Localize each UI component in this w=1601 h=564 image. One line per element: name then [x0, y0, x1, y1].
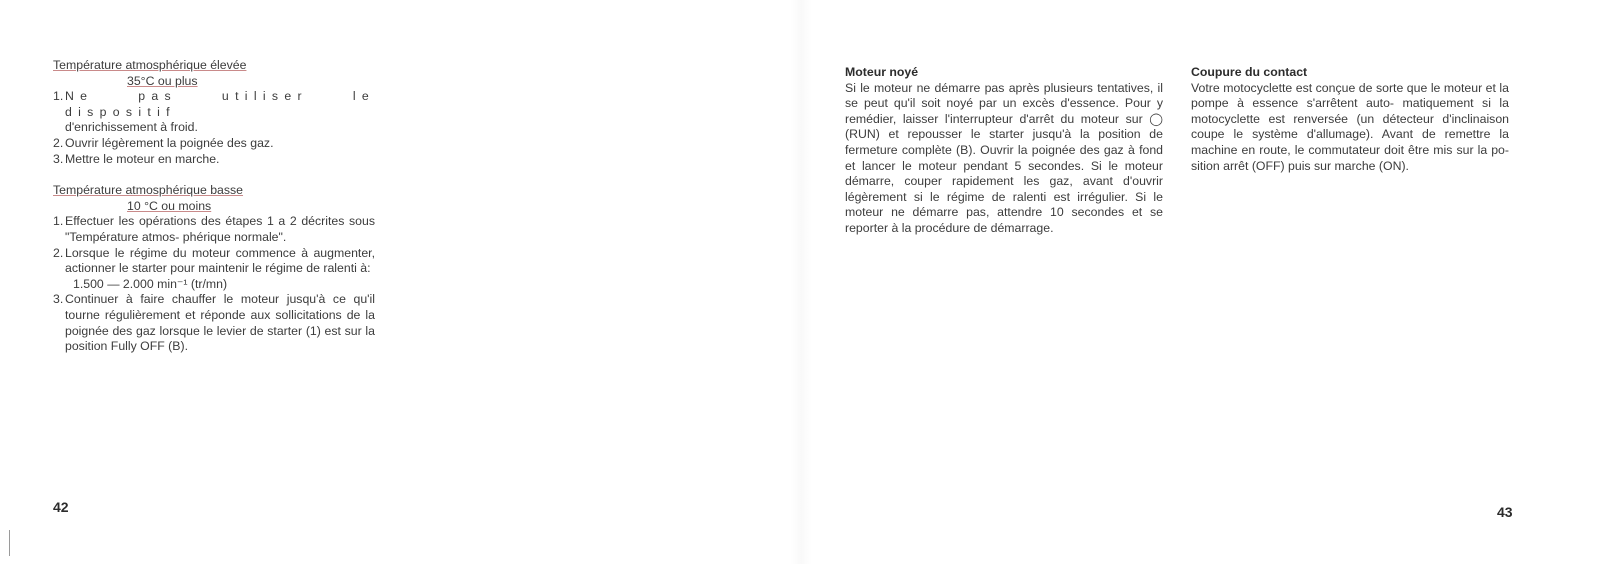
high-temp-heading: Température atmosphérique élevée — [53, 58, 247, 72]
list-item: 3. Continuer à faire chauffer le moteur jusqu'à ce qu'il tourne régulièrement et réponde aux sollicitations de la poignée des gaz lorsque le levier de starter (1) est sur la position Fully OFF (B). — [53, 292, 375, 354]
page-number-right: 43 — [1497, 504, 1513, 520]
cutoff-body: Votre motocyclette est conçue de sorte que le moteur et la pompe à essence s'arrêtent auto- matiquement si la motocyclette est renversée (un détecteur d'inclinaison coupe le système d'allumage). Avant de remettre la machine en route, le commutateur doit être mis sur la po- sition arrêt (OFF) puis sur marche (ON). — [1191, 80, 1509, 173]
high-temp-steps — [53, 89, 375, 167]
left-page — [0, 0, 800, 564]
cutoff-title: Coupure du contact — [1191, 65, 1308, 79]
list-item: 1. Ne pas utiliser le dispositif d'enrichissement à froid. — [53, 89, 375, 135]
list-item: 2. Lorsque le régime du moteur commence à augmenter, actionner le starter pour maintenir le régime de ralenti à: 1.500 — 2.000 min⁻¹ (tr/mn) — [53, 245, 375, 291]
page-edge-mark — [9, 530, 10, 556]
high-temp-value: 35°C ou plus — [127, 73, 198, 88]
rpm-range: 1.500 — 2.000 min⁻¹ (tr/mn) — [73, 276, 228, 291]
low-temp-steps — [53, 214, 375, 354]
ignition-cutoff-section — [1191, 65, 1509, 174]
list-item: 1. Effectuer les opérations des étapes 1 a 2 décrites sous "Température atmos- phérique normale". — [53, 214, 375, 244]
left-column — [53, 58, 375, 355]
flooded-title: Moteur noyé — [845, 65, 919, 79]
low-temp-heading: Température atmosphérique basse — [53, 183, 244, 198]
low-temp-value: 10 °C ou moins — [127, 198, 212, 213]
page-number-left: 42 — [53, 499, 69, 515]
list-item: 2. Ouvrir légèrement la poignée des gaz. — [53, 135, 274, 150]
flooded-body: Si le moteur ne démarre pas après plusieurs tentatives, il se peut qu'il soit noyé par un excès d'essence. Pour y remédier, laisser l'interrupteur d'arrêt du moteur sur ◯ (RUN) et repousser le starter jusqu'à la position de fermeture complète (B). Ouvrir la poignée des gaz à fond et lancer le moteur pendant 5 secondes. Si le moteur démarre, couper rapidement les gaz, avant d'ouvrir légèrement si le régime de ralenti est irrégulier. Si le moteur ne démarre pas, attendre 10 secondes et se reporter à la procédure de démarrage. — [845, 80, 1163, 235]
right-page — [800, 0, 1601, 564]
flooded-engine-section — [845, 65, 1163, 237]
list-item: 3. Mettre le moteur en marche. — [53, 151, 220, 166]
